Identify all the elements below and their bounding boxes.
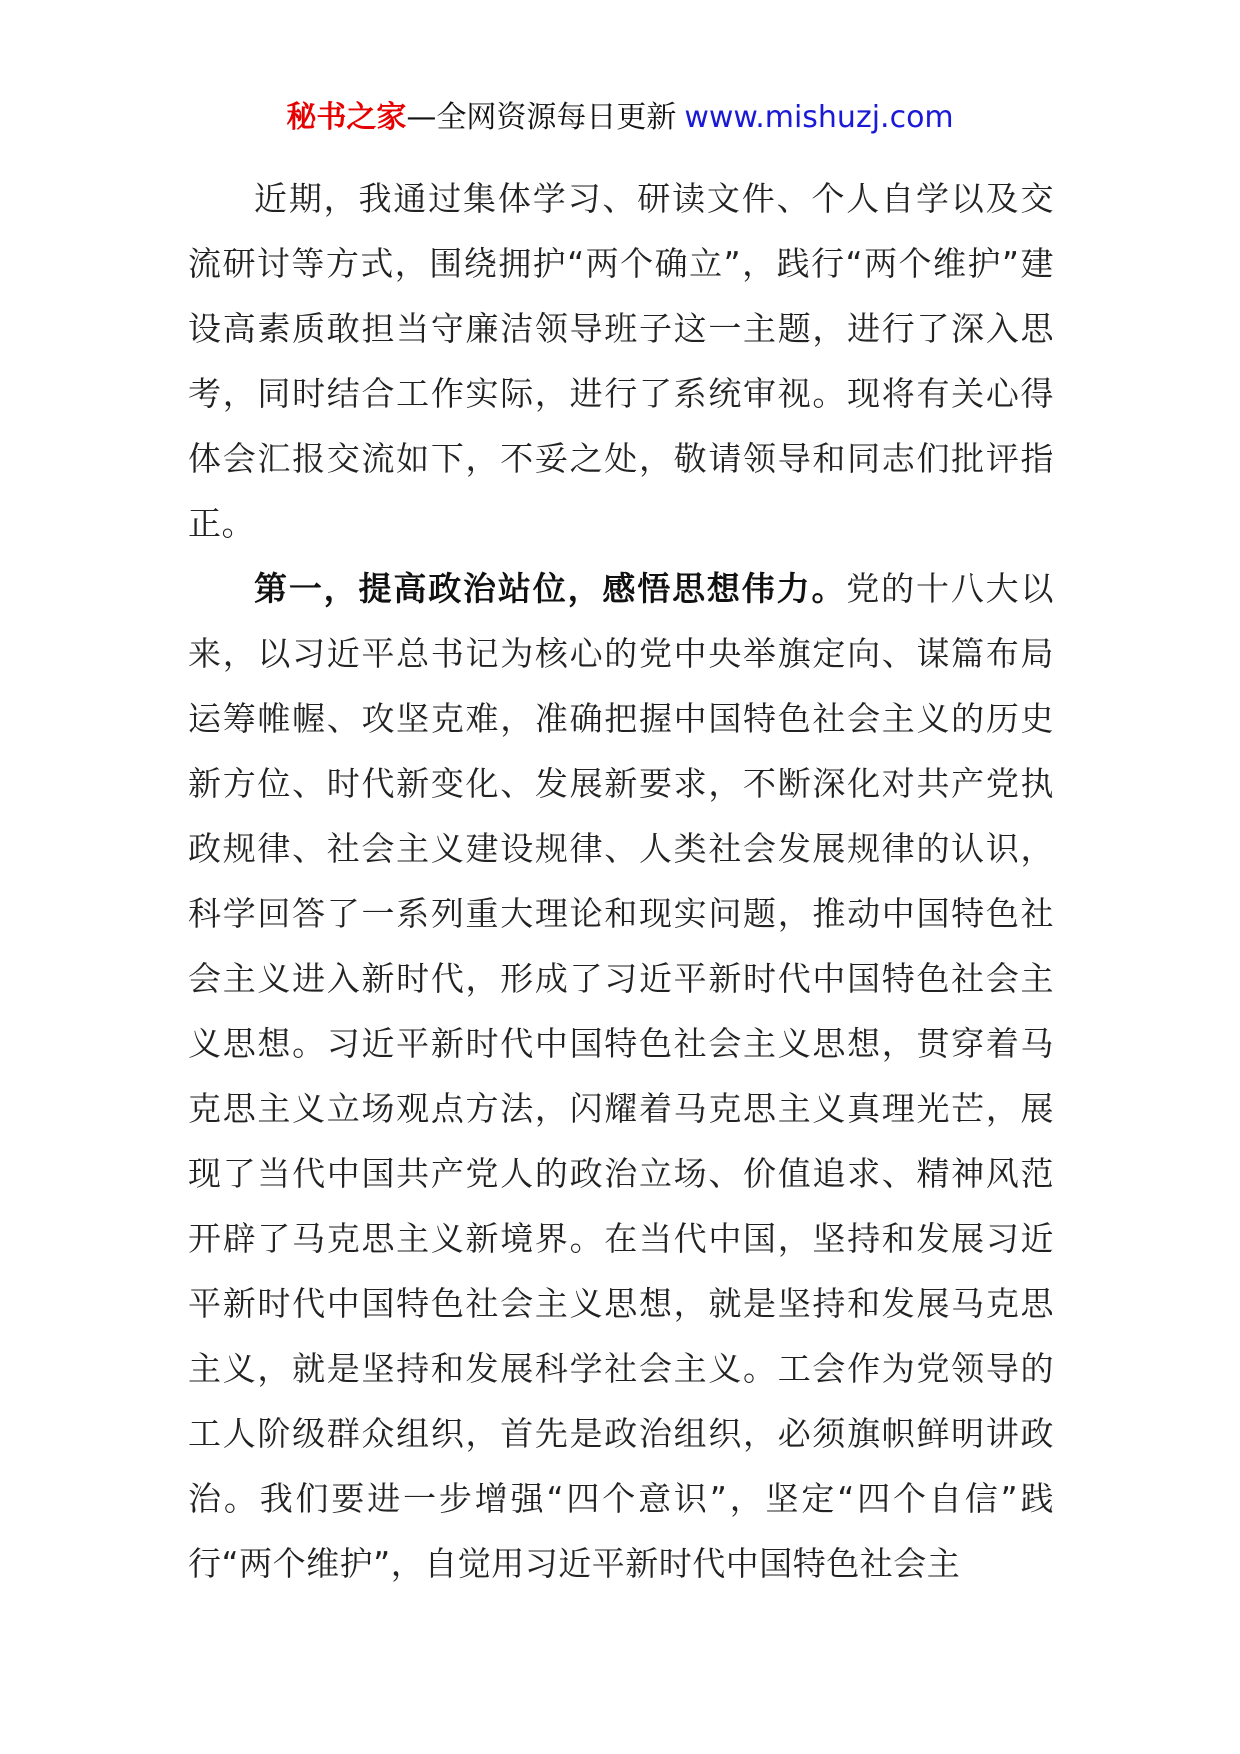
site-header bbox=[0, 98, 1240, 138]
section-1-heading: 第一，提高政治站位，感悟思想伟力。 bbox=[254, 569, 847, 608]
site-tagline: —全网资源每日更新 bbox=[406, 100, 677, 135]
section-1-text: 党的十八大以来，以习近平总书记为核心的党中央举旗定向、谋篇布局运筹帷幄、攻坚克难，准确把握中国特色社会主义的历史新方位、时代新变化、发展新要求，不断深化对共产党执政规律、社会主义建设规律、人类社会发展规律的认识，科学回答了一系列重大理论和现实问题，推动中国特色社会主义进入新时代，形成了习近平新时代中国特色社会主义思想。习近平新时代中国特色社会主义思想，贯穿着马克思主义立场观点方法，闪耀着马克思主义真理光芒，展现了当代中国共产党人的政治立场、价值追求、精神风范开辟了马克思主义新境界。在当代中国，坚持和发展习近平新时代中国特色社会主义思想，就是坚持和发展马克思主义，就是坚持和发展科学社会主义。工会作为党领导的工人阶级群众组织，首先是政治组织，必须旗帜鲜明讲政治。我们要进一步增强“四个意识”，坚定“四个自信”践行“两个维护”，自觉用习近平新时代中国特色社会主 bbox=[188, 569, 1055, 1583]
section-1-paragraph bbox=[188, 556, 1054, 1596]
site-brand: 秘书之家 bbox=[286, 100, 407, 135]
intro-paragraph: 近期，我通过集体学习、研读文件、个人自学以及交流研讨等方式，围绕拥护“两个确立”，践行“两个维护”建设高素质敢担当守廉洁领导班子这一主题，进行了深入思考，同时结合工作实际，进行了系统审视。现将有关心得体会汇报交流如下，不妥之处，敬请领导和同志们批评指正。 bbox=[188, 179, 1054, 543]
site-url-link[interactable]: www.mishuzj.com bbox=[684, 100, 954, 135]
document-body bbox=[188, 166, 1054, 1596]
